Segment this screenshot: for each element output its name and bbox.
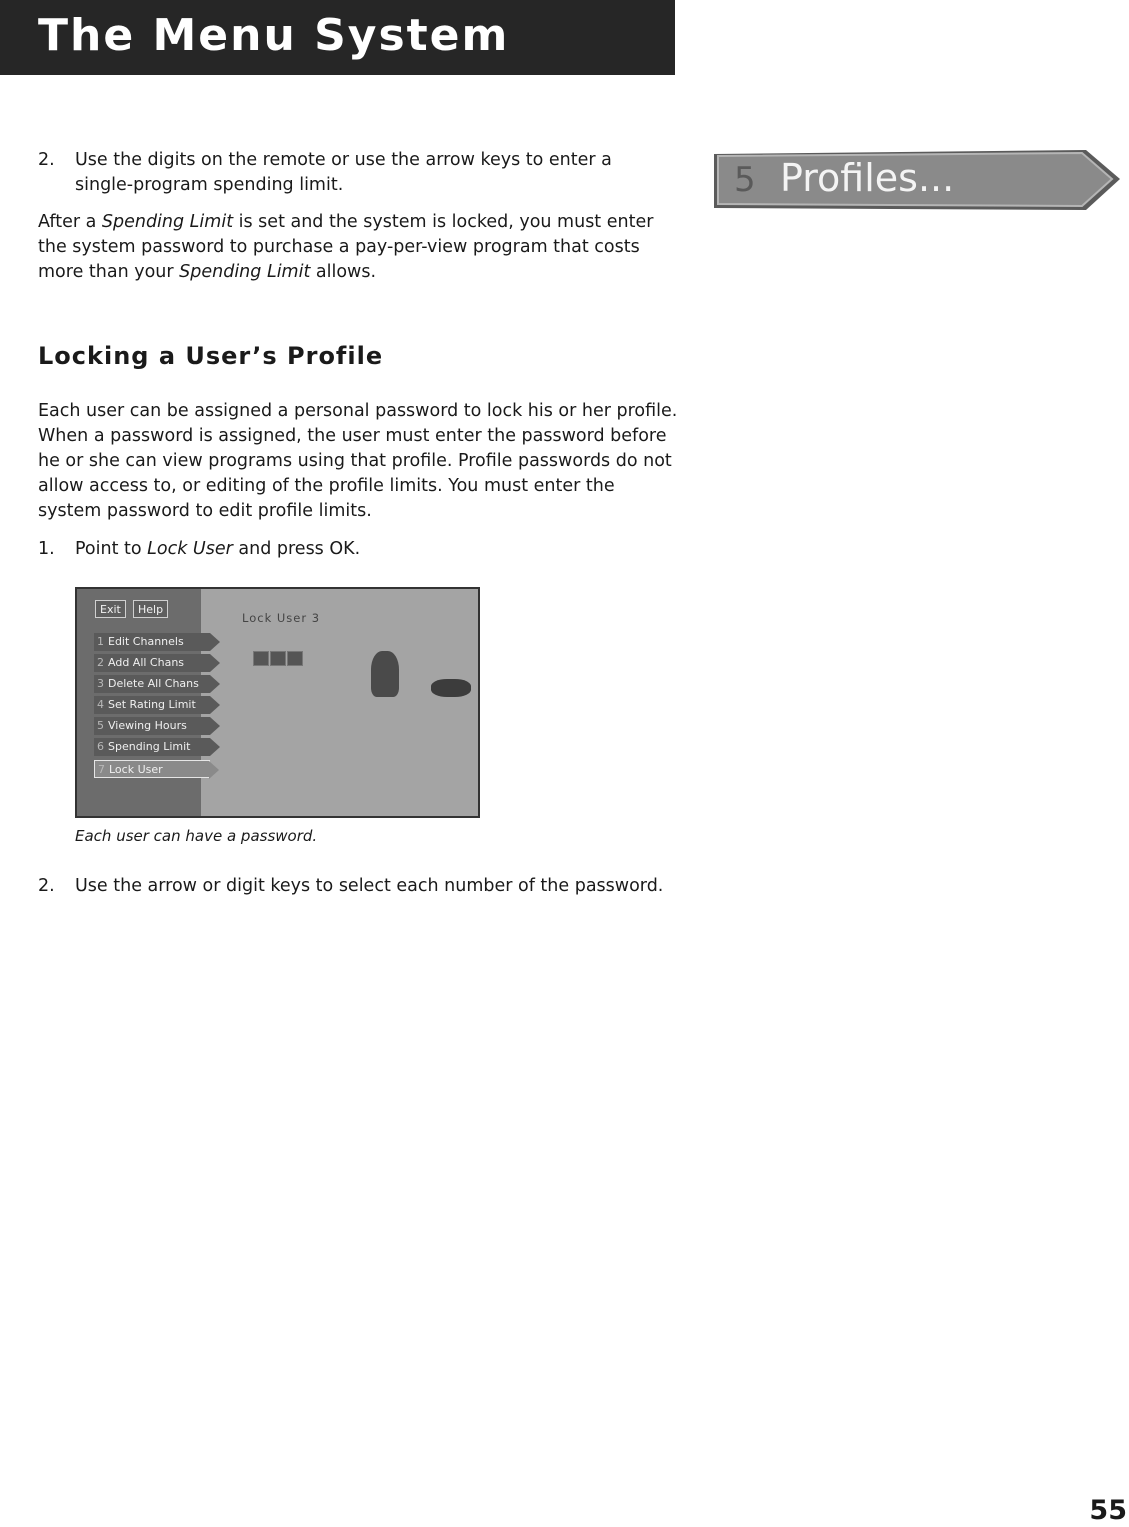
section-heading: Locking a User’s Profile [38,342,384,370]
profiles-label: Profiles... [780,156,955,200]
menu-item-viewing-hours[interactable]: 5 Viewing Hours [94,717,210,735]
menu-screenshot [75,587,480,818]
profiles-menu-button[interactable] [712,148,1122,212]
menu-item-edit-channels[interactable]: 1 Edit Channels [94,633,210,651]
step-number: 2. [38,876,55,896]
page-header-title: The Menu System [38,10,510,61]
step-text: Use the arrow or digit keys to select each number of the password. [75,876,664,896]
lock-user-title: Lock User 3 [242,611,321,625]
rider-image [431,679,471,697]
password-digit-box[interactable] [253,651,269,666]
figure-caption: Each user can have a password. [75,827,318,845]
rider-image [371,651,399,697]
step-number: 1. [38,539,55,559]
menu-item-add-all-chans[interactable]: 2 Add All Chans [94,654,210,672]
menu-item-spending-limit[interactable]: 6 Spending Limit [94,738,210,756]
help-button[interactable]: Help [133,600,168,618]
step-text: Point to Lock User and press OK. [75,539,361,559]
page-number: 55 [1089,1495,1127,1526]
menu-item-set-rating-limit[interactable]: 4 Set Rating Limit [94,696,210,714]
section-intro: Each user can be assigned a personal password to lock his or her profile. When a password is assigned, the user must enter the password before he or she can view programs using that profile. Profile passwords do not allow access to, or editing of the profile limits. You must enter the system password to edit profile limits. [38,401,678,521]
menu-item-delete-all-chans[interactable]: 3 Delete All Chans [94,675,210,693]
profiles-number: 5 [734,160,756,200]
step-number: 2. [38,150,55,170]
header-bar [0,0,675,75]
step-text: Use the digits on the remote or use the arrow keys to enter a single-program spending limit. [75,150,612,195]
spending-limit-paragraph: After a Spending Limit is set and the system is locked, you must enter the system password to purchase a pay-per-view program that costs more than your Spending Limit allows. [38,212,654,282]
exit-button[interactable]: Exit [95,600,126,618]
password-digit-box[interactable] [287,651,303,666]
menu-item-lock-user[interactable]: 7 Lock User [94,760,210,778]
password-digit-box[interactable] [270,651,286,666]
